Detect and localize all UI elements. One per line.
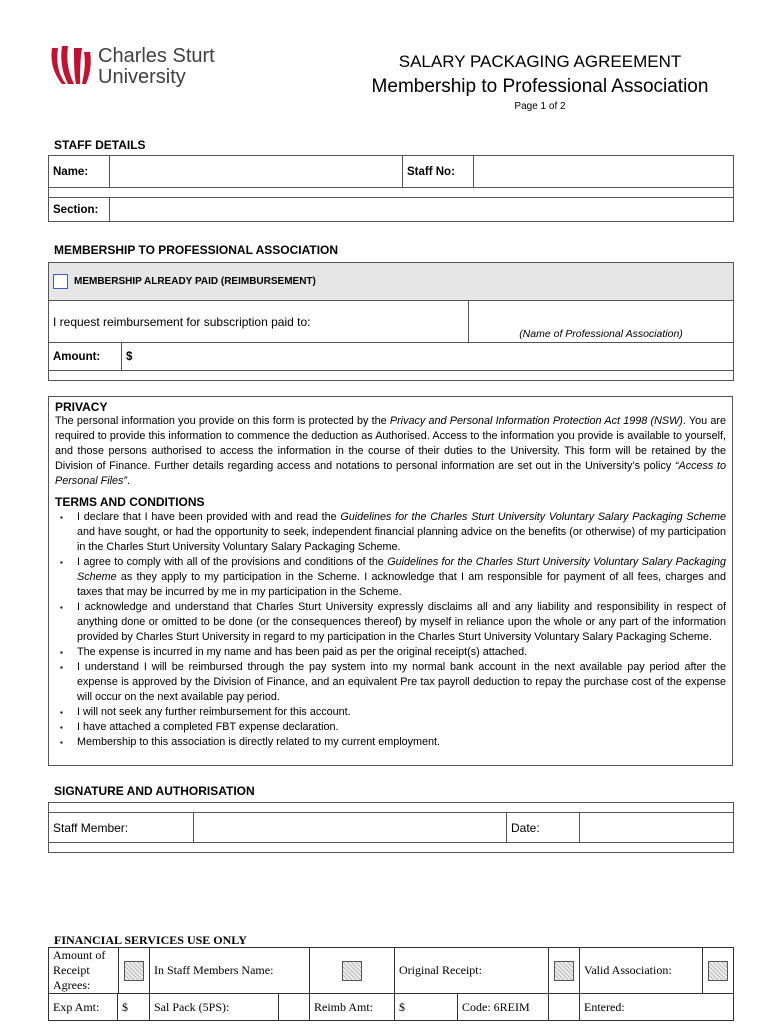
- signature-table: [48, 802, 734, 853]
- sal-pack-label: Sal Pack (5PS):: [150, 994, 279, 1021]
- financial-heading: FINANCIAL SERVICES USE ONLY: [54, 933, 247, 947]
- membership-paid-row: [49, 263, 734, 301]
- logo-line-2: University: [98, 66, 186, 88]
- date-label: Date:: [507, 813, 580, 843]
- staff-details-table: [48, 155, 734, 222]
- amount-agrees-check-cell: [119, 948, 150, 994]
- staff-details-heading: STAFF DETAILS: [54, 138, 146, 152]
- staff-member-signature-field[interactable]: [194, 813, 507, 843]
- terms-item: ▪ I understand I will be reimbursed through the pay system into my normal bank account in the next available pay period after the expense is approved by the Division of Finance, and an equivalent Pre tax payroll deduction to repay the purchase cost of the expense will occur on the next available pay period.: [60, 661, 726, 703]
- request-label: I request reimbursement for subscription paid to:: [49, 301, 469, 343]
- logo-wordmark: [98, 46, 215, 88]
- amount-agrees-checkbox[interactable]: [124, 961, 144, 981]
- terms-item: ▪ I agree to comply with all of the provisions and conditions of the Guidelines for the Charles Sturt University Voluntary Salary Packaging Scheme as they apply to my participation in the Scheme. I acknowledge that I am responsible for payment of all fees, charges and taxes that may be incurred by me in my participation in the Scheme.: [60, 556, 726, 598]
- association-name-field[interactable]: [468, 301, 733, 343]
- terms-item: ▪ Membership to this association is directly related to my current employment.: [60, 736, 441, 748]
- reimb-amt-field[interactable]: [395, 994, 458, 1021]
- section-field[interactable]: [110, 198, 734, 222]
- signature-heading: SIGNATURE AND AUTHORISATION: [54, 784, 255, 798]
- exp-amt-field[interactable]: [118, 994, 150, 1021]
- code-label: Code: 6REIM: [458, 994, 549, 1021]
- membership-spacer: [49, 371, 734, 381]
- exp-amt-dollar: $: [122, 999, 128, 1014]
- terms-item: ▪ The expense is incurred in my name and has been paid as per the original receipt(s) attached.: [60, 646, 528, 658]
- valid-association-label: Valid Association:: [580, 948, 703, 994]
- entered-label: Entered:: [580, 994, 734, 1021]
- signature-spacer-top: [49, 803, 734, 813]
- original-receipt-checkbox[interactable]: [554, 961, 574, 981]
- name-label: Name:: [49, 156, 110, 188]
- amount-dollar-symbol: $: [126, 350, 133, 363]
- date-field[interactable]: [580, 813, 734, 843]
- terms-item: ▪ I have attached a completed FBT expense declaration.: [60, 721, 339, 733]
- reimb-amt-dollar: $: [399, 999, 405, 1014]
- exp-amt-label: Exp Amt:: [49, 994, 118, 1021]
- logo-line-1: Charles Sturt: [98, 45, 215, 67]
- staff-no-field[interactable]: [474, 156, 734, 188]
- signature-spacer-bottom: [49, 843, 734, 853]
- staff-no-label: Staff No:: [403, 156, 474, 188]
- staff-member-label: Staff Member:: [49, 813, 194, 843]
- amount-field[interactable]: [122, 343, 734, 371]
- amount-label: Amount:: [49, 343, 122, 371]
- terms-item: ▪ I declare that I have been provided with and read the Guidelines for the Charles Sturt University Voluntary Salary Packaging Scheme and have sought, or had the opportunity to seek, independent financial planning advice on the benefits (or otherwise) of my participation in the Charles Sturt University Voluntary Salary Packaging Scheme.: [60, 511, 726, 553]
- terms-item: ▪ I acknowledge and understand that Charles Sturt University expressly disclaims all and any liability and responsibility in respect of anything done or omitted to be done (or the consequences thereof) by myself in reliance upon the whole or any part of the information provided by Charles Sturt University in regard to my participation in the Charles Sturt University Voluntary Salary Packaging Scheme.: [60, 601, 726, 643]
- amount-agrees-label: Amount of Receipt Agrees:: [49, 948, 119, 994]
- original-receipt-check-cell: [549, 948, 580, 994]
- membership-heading: MEMBERSHIP TO PROFESSIONAL ASSOCIATION: [54, 243, 339, 257]
- valid-association-checkbox[interactable]: [708, 961, 728, 981]
- name-field[interactable]: [110, 156, 403, 188]
- staff-name-checkbox[interactable]: [342, 961, 362, 981]
- privacy-terms-box: [48, 396, 733, 766]
- membership-paid-checkbox[interactable]: [53, 274, 68, 289]
- reimb-amt-label: Reimb Amt:: [310, 994, 395, 1021]
- membership-table: [48, 262, 734, 381]
- privacy-heading: PRIVACY: [55, 400, 108, 414]
- terms-heading: TERMS AND CONDITIONS: [55, 495, 205, 509]
- original-receipt-label: Original Receipt:: [395, 948, 549, 994]
- association-hint: (Name of Professional Association): [519, 328, 683, 340]
- valid-association-check-cell: [703, 948, 734, 994]
- university-logo-icon: [48, 42, 94, 88]
- form-title: SALARY PACKAGING AGREEMENT: [398, 52, 682, 71]
- membership-paid-label: MEMBERSHIP ALREADY PAID (REIMBURSEMENT): [74, 276, 316, 288]
- form-subtitle: Membership to Professional Association: [371, 76, 709, 97]
- staff-name-label: In Staff Members Name:: [150, 948, 310, 994]
- code-field[interactable]: [549, 994, 580, 1021]
- financial-table: [48, 947, 734, 1021]
- page-number: Page 1 of 2: [514, 101, 566, 112]
- spacer-row: [49, 188, 734, 198]
- section-label: Section:: [49, 198, 110, 222]
- privacy-text: The personal information you provide on this form is protected by the Privacy and Personal Information Protection Act 1998 (NSW). You are required to provide this information to commence the deduction as Authorised. Access to the information you provide is available to yourself, and those persons authorised to access the information in the course of their duties to the University. This form will be retained by the Division of Finance. Further details regarding access and notations to personal information are set out in the University’s policy “Access to Personal Files”.: [55, 415, 726, 487]
- sal-pack-field[interactable]: [279, 994, 310, 1021]
- staff-name-check-cell: [310, 948, 395, 994]
- terms-item: ▪ I will not seek any further reimbursement for this account.: [60, 706, 351, 718]
- terms-list: [55, 510, 726, 750]
